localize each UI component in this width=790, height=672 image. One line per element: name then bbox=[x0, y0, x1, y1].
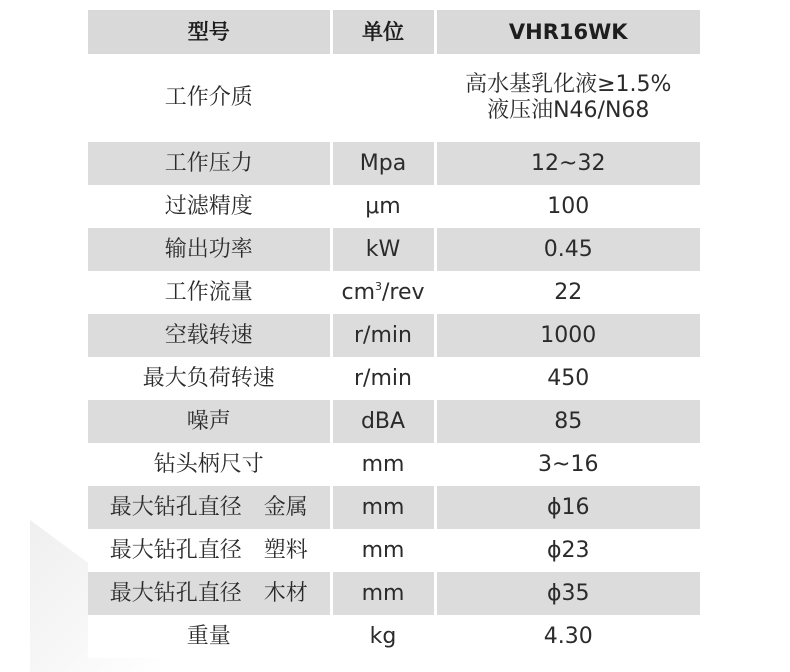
row-unit: dBA bbox=[331, 400, 435, 443]
table-row bbox=[88, 400, 700, 443]
row-unit: kW bbox=[331, 228, 435, 271]
header-product: VHR16WK bbox=[435, 10, 700, 54]
row-value-line: 液压油N46/N68 bbox=[487, 98, 650, 123]
row-unit bbox=[331, 271, 435, 314]
table-row bbox=[88, 615, 700, 658]
row-name-main: 最大钻孔直径 bbox=[109, 580, 242, 606]
table-row bbox=[88, 228, 700, 271]
row-name: 空载转速 bbox=[88, 314, 331, 357]
row-name: 工作流量 bbox=[88, 271, 331, 314]
row-value: 4.30 bbox=[435, 615, 700, 658]
table-row bbox=[88, 314, 700, 357]
unit-base: cm bbox=[341, 279, 375, 305]
row-value: 100 bbox=[435, 185, 700, 228]
header-model: 型号 bbox=[88, 10, 331, 54]
row-unit: μm bbox=[331, 185, 435, 228]
table-row bbox=[88, 185, 700, 228]
spec-table bbox=[88, 10, 700, 658]
row-unit: mm bbox=[331, 486, 435, 529]
row-value-line: 高水基乳化液≥1.5% bbox=[465, 72, 672, 97]
row-name-material: 金属 bbox=[263, 494, 308, 520]
row-value: 450 bbox=[435, 357, 700, 400]
table-row bbox=[88, 357, 700, 400]
row-unit bbox=[331, 54, 435, 142]
unit-superscript: 3 bbox=[375, 279, 382, 293]
row-name: 最大负荷转速 bbox=[88, 357, 331, 400]
row-name: 工作介质 bbox=[88, 54, 331, 142]
table-row bbox=[88, 486, 700, 529]
row-name: 重量 bbox=[88, 615, 331, 658]
row-name-material: 木材 bbox=[263, 580, 308, 606]
row-unit: r/min bbox=[331, 314, 435, 357]
row-value: 1000 bbox=[435, 314, 700, 357]
table-row bbox=[88, 142, 700, 185]
row-name-material: 塑料 bbox=[263, 537, 308, 563]
table-header-row bbox=[88, 10, 700, 54]
row-unit: Mpa bbox=[331, 142, 435, 185]
row-unit: mm bbox=[331, 529, 435, 572]
row-name-main: 最大钻孔直径 bbox=[109, 494, 242, 520]
table-row bbox=[88, 529, 700, 572]
row-unit: kg bbox=[331, 615, 435, 658]
row-value: ϕ23 bbox=[435, 529, 700, 572]
row-value: 3~16 bbox=[435, 443, 700, 486]
row-name: 噪声 bbox=[88, 400, 331, 443]
row-unit: mm bbox=[331, 572, 435, 615]
unit-tail: /rev bbox=[382, 279, 425, 305]
row-name: 输出功率 bbox=[88, 228, 331, 271]
row-name bbox=[88, 529, 331, 572]
row-value: 12~32 bbox=[435, 142, 700, 185]
table-row bbox=[88, 271, 700, 314]
row-value bbox=[435, 54, 700, 142]
row-name bbox=[88, 486, 331, 529]
row-value: ϕ35 bbox=[435, 572, 700, 615]
row-name: 工作压力 bbox=[88, 142, 331, 185]
header-unit: 单位 bbox=[331, 10, 435, 54]
row-name-main: 最大钻孔直径 bbox=[109, 537, 242, 563]
row-value: ϕ16 bbox=[435, 486, 700, 529]
row-value: 85 bbox=[435, 400, 700, 443]
row-name bbox=[88, 572, 331, 615]
row-name: 钻头柄尺寸 bbox=[88, 443, 331, 486]
row-unit: r/min bbox=[331, 357, 435, 400]
table-row bbox=[88, 54, 700, 142]
table-row bbox=[88, 443, 700, 486]
row-value: 0.45 bbox=[435, 228, 700, 271]
row-value: 22 bbox=[435, 271, 700, 314]
table-row bbox=[88, 572, 700, 615]
row-name: 过滤精度 bbox=[88, 185, 331, 228]
row-unit: mm bbox=[331, 443, 435, 486]
